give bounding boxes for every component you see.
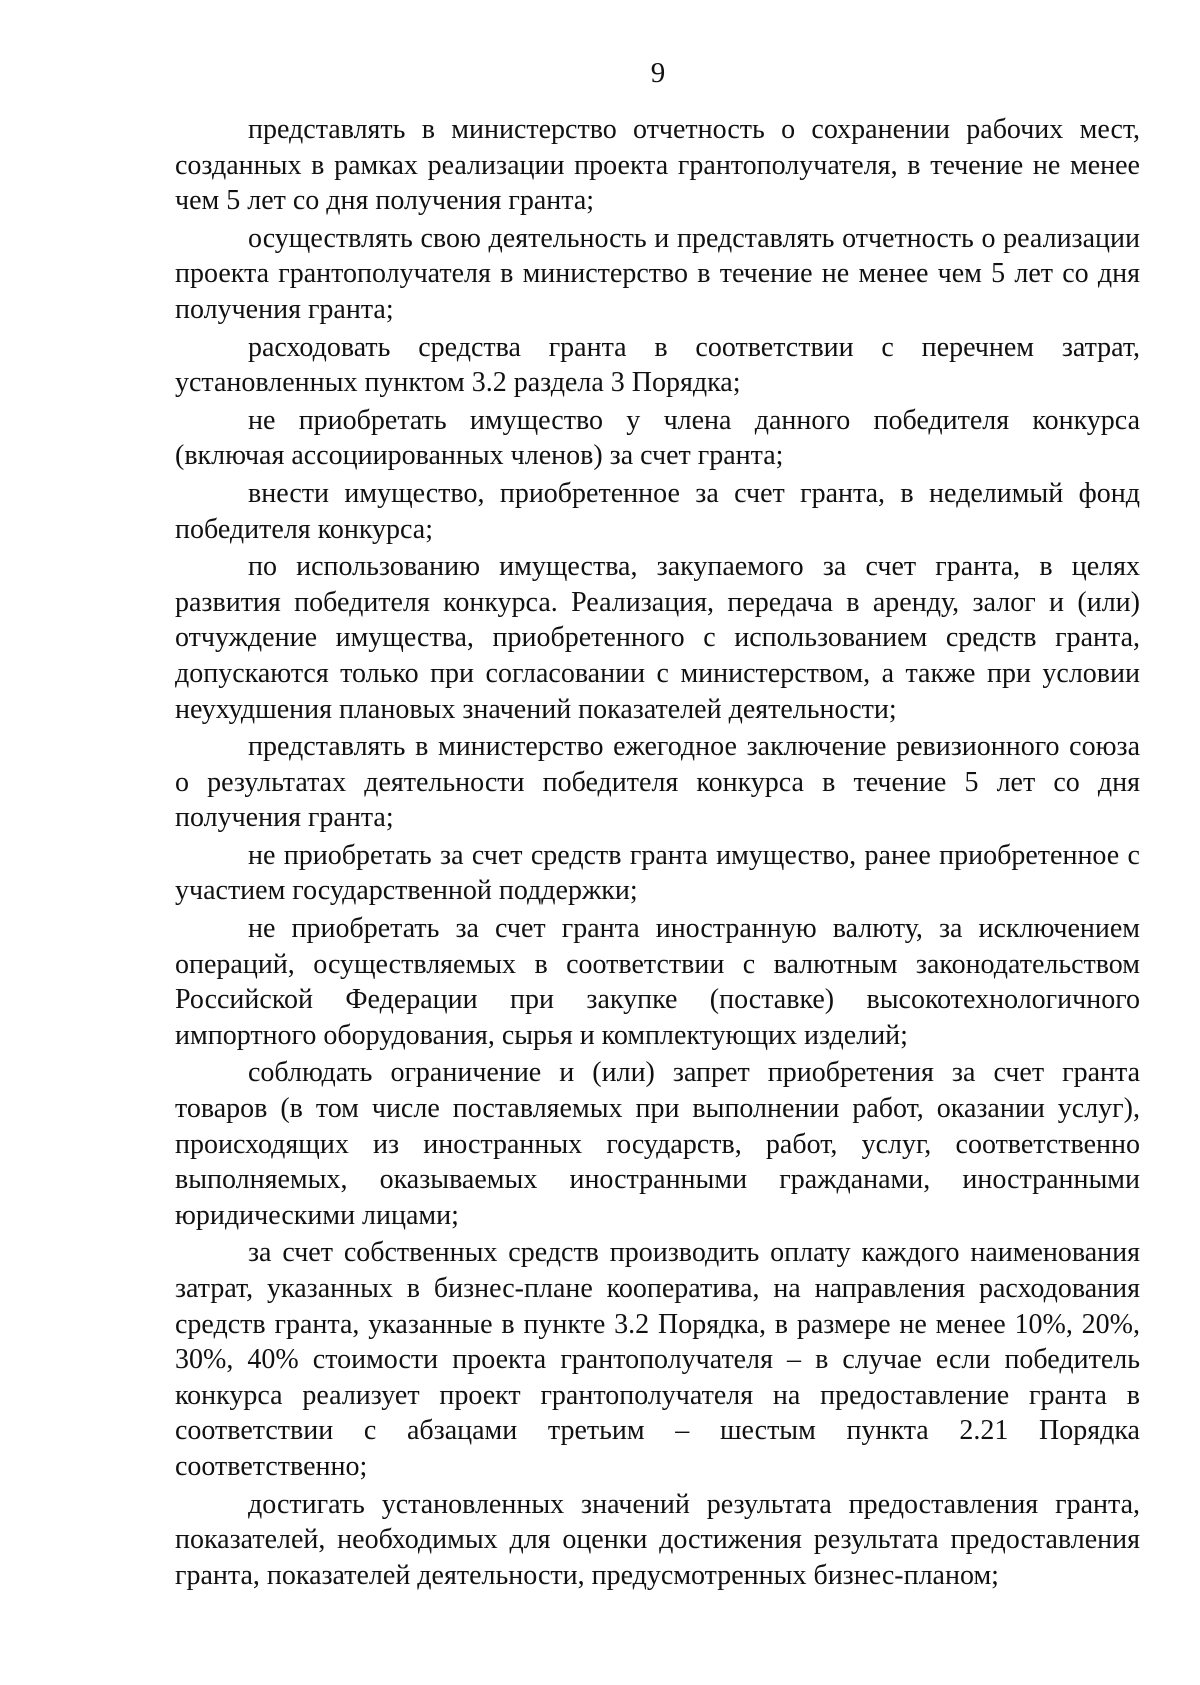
paragraph: представлять в министерство отчетность о сохранении рабочих мест, созданных в рамках реализации проекта грантополучателя, в течение не менее чем 5 лет со дня получения гранта; — [175, 114, 1140, 217]
document-body — [175, 112, 1140, 1595]
paragraph: осуществлять свою деятельность и представлять отчетность о реализации проекта грантополучателя в министерство в течение не менее чем 5 лет со дня получения гранта; — [175, 222, 1140, 325]
paragraph: расходовать средства гранта в соответствии с перечнем затрат, установленных пунктом 3.2 раздела 3 Порядка; — [175, 331, 1140, 399]
paragraph: не приобретать за счет гранта иностранную валюту, за исключением операций, осуществляемых в соответствии с валютным законодательством Российской Федерации при закупке (поставке) высокотехнологичного импортного оборудования, сырья и комплектующих изделий; — [175, 913, 1140, 1051]
page-number: 9 — [650, 57, 666, 89]
paragraph: не приобретать за счет средств гранта имущество, ранее приобретенное с участием государственной поддержки; — [175, 839, 1140, 907]
paragraph: по использованию имущества, закупаемого за счет гранта, в целях развития победителя конкурса. Реализация, передача в аренду, залог и (или) отчуждение имущества, приобретенного с использованием средств гранта, допускаются только при согласовании с министерством, а также при условии неухудшения плановых значений показателей деятельности; — [175, 551, 1140, 725]
paragraph: соблюдать ограничение и (или) запрет приобретения за счет гранта товаров (в том числе поставляемых при выполнении работ, оказании услуг), происходящих из иностранных государств, работ, услуг, соответственно выполняемых, оказываемых иностранными гражданами, иностранными юридическими лицами; — [175, 1057, 1140, 1231]
paragraph: не приобретать имущество у члена данного победителя конкурса (включая ассоциированных членов) за счет гранта; — [175, 404, 1140, 472]
paragraph: за счет собственных средств производить оплату каждого наименования затрат, указанных в бизнес-плане кооператива, на направления расходования средств гранта, указанные в пункте 3.2 Порядка, в размере не менее 10%, 20%, 30%, 40% стоимости проекта грантополучателя – в случае если победитель конкурса реализует проект грантополучателя на предоставление гранта в соответствии с абзацами третьим – шестым пункта 2.21 Порядка соответственно; — [175, 1237, 1140, 1482]
paragraph: достигать установленных значений результата предоставления гранта, показателей, необходимых для оценки достижения результата предоставления гранта, показателей деятельности, предусмотренных бизнес-планом; — [175, 1488, 1140, 1591]
paragraph: внести имущество, приобретенное за счет гранта, в неделимый фонд победителя конкурса; — [175, 477, 1140, 545]
paragraph: представлять в министерство ежегодное заключение ревизионного союза о результатах деятельности победителя конкурса в течение 5 лет со дня получения гранта; — [175, 731, 1140, 834]
